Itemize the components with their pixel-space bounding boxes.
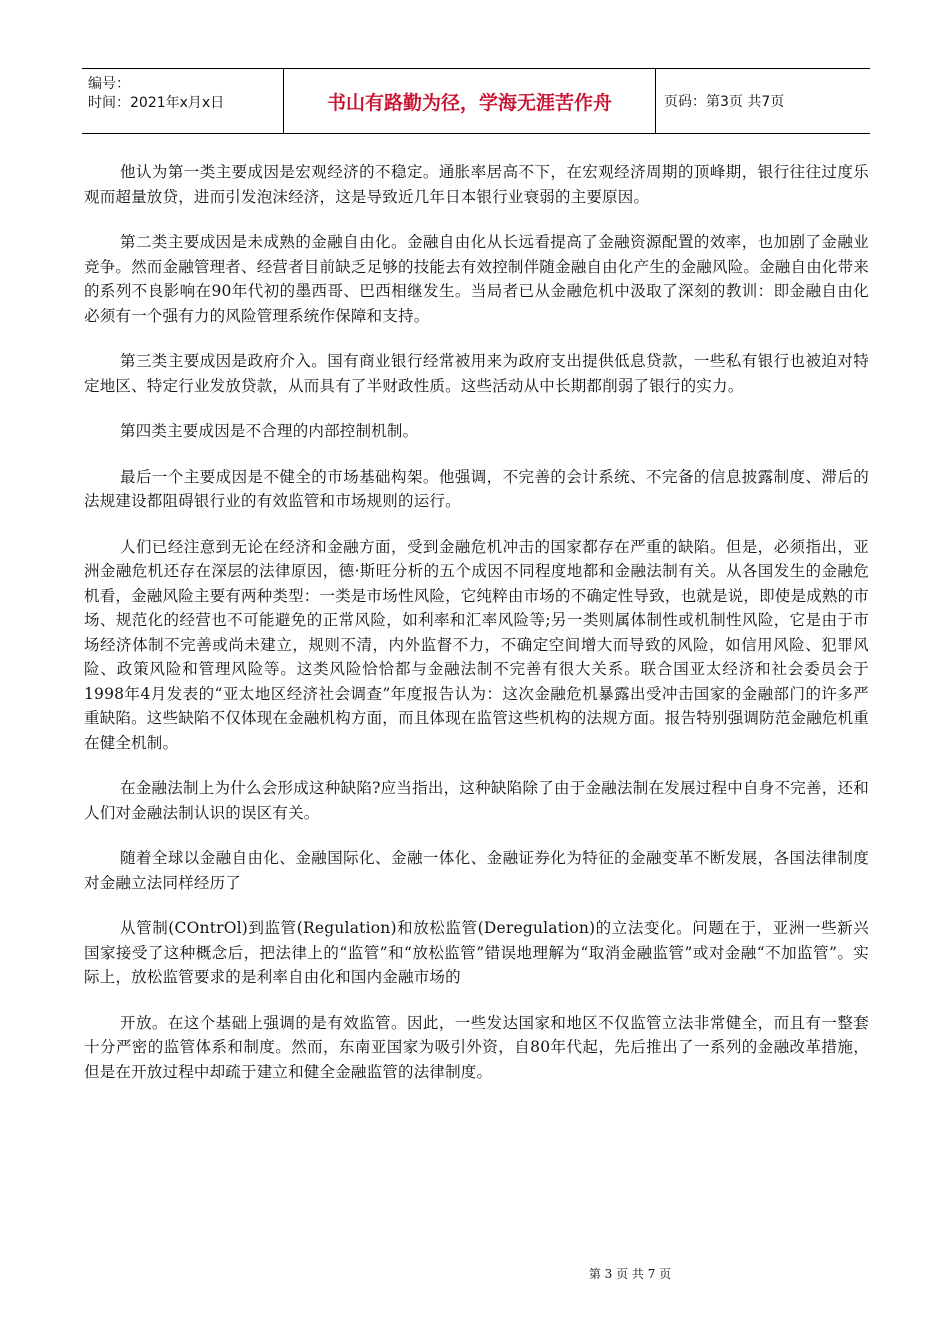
page-header bbox=[82, 68, 870, 134]
paragraph-4: 第四类主要成因是不合理的内部控制机制。 bbox=[120, 422, 419, 440]
paragraph-10: 开放。在这个基础上强调的是有效监管。因此，一些发达国家和地区不仅监管立法非常健全，而且有一整套十分严密的监管体系和制度。然而，东南亚国家为吸引外资，自80年代起，先后推出了一系列的金融改革措施，但是在开放过程中却疏于建立和健全金融监管的法律制度。 bbox=[84, 1013, 869, 1081]
header-number-label: 编号： bbox=[88, 76, 130, 92]
paragraph-8: 随着全球以金融自由化、金融国际化、金融一体化、金融证券化为特征的金融变革不断发展，各国法律制度对金融立法同样经历了 bbox=[84, 849, 869, 892]
paragraph-7: 在金融法制上为什么会形成这种缺陷?应当指出，这种缺陷除了由于金融法制在发展过程中自身不完善，还和人们对金融法制认识的误区有关。 bbox=[84, 779, 869, 822]
paragraph-1: 他认为第一类主要成因是宏观经济的不稳定。通胀率居高不下，在宏观经济周期的顶峰期，银行往往过度乐观而超量放贷，进而引发泡沫经济，这是导致近几年日本银行业衰弱的主要原因。 bbox=[84, 163, 869, 206]
header-time-label: 时间：2021年x月x日 bbox=[88, 95, 225, 111]
paragraph-6: 人们已经注意到无论在经济和金融方面，受到金融危机冲击的国家都存在严重的缺陷。但是，必须指出，亚洲金融危机还存在深层的法律原因，德·斯旺分析的五个成因不同程度地都和金融法制有关。从各国发生的金融危机看，金融风险主要有两种类型：一类是市场性风险，它纯粹由市场的不确定性导致，也就是说，即使是成熟的市场、规范化的经营也不可能避免的正常风险，如利率和汇率风险等;另一类则属体制性或机制性风险，它是由于市场经济体制不完善或尚未建立，规则不清，内外监督不力，不确定空间增大而导致的风险，如信用风险、犯罪风险、政策风险和管理风险等。这类风险恰恰都与金融法制不完善有很大关系。联合国亚太经济和社会委员会于1998年4月发表的“亚太地区经济社会调查”年度报告认为：这次金融危机暴露出受冲击国家的金融部门的许多严重缺陷。这些缺陷不仅体现在金融机构方面，而且体现在监管这些机构的法规方面。报告特别强调防范金融危机重在健全机制。 bbox=[84, 537, 870, 752]
header-motto: 书山有路勤为径，学海无涯苦作舟 bbox=[284, 69, 656, 133]
document-body bbox=[84, 160, 869, 1105]
page-footer: 第 3 页 共 7 页 bbox=[588, 1267, 672, 1281]
paragraph-9: 从管制(COntrOl)到监管(Regulation)和放松监管(Deregulation)的立法变化。问题在于，亚洲一些新兴国家接受了这种概念后，把法律上的“监管”和“放松监管”错误地理解为“取消金融监管”或对金融“不加监管”。实际上，放松监管要求的是利率自由化和国内金融市场的 bbox=[84, 919, 869, 986]
header-meta bbox=[82, 69, 284, 133]
paragraph-3: 第三类主要成因是政府介入。国有商业银行经常被用来为政府支出提供低息贷款，一些私有银行也被迫对特定地区、特定行业发放贷款，从而具有了半财政性质。这些活动从中长期都削弱了银行的实力。 bbox=[84, 352, 869, 395]
paragraph-2: 第二类主要成因是未成熟的金融自由化。金融自由化从长远看提高了金融资源配置的效率，也加剧了金融业竞争。然而金融管理者、经营者目前缺乏足够的技能去有效控制伴随金融自由化产生的金融风险。金融自由化带来的系列不良影响在90年代初的墨西哥、巴西相继发生。当局者已从金融危机中汲取了深刻的教训：即金融自由化必须有一个强有力的风险管理系统作保障和支持。 bbox=[84, 233, 870, 325]
header-page-info: 页码：第3页 共7页 bbox=[664, 94, 785, 110]
paragraph-5: 最后一个主要成因是不健全的市场基础构架。他强调，不完善的会计系统、不完备的信息披露制度、滞后的法规建设都阻碍银行业的有效监管和市场规则的运行。 bbox=[84, 467, 869, 510]
